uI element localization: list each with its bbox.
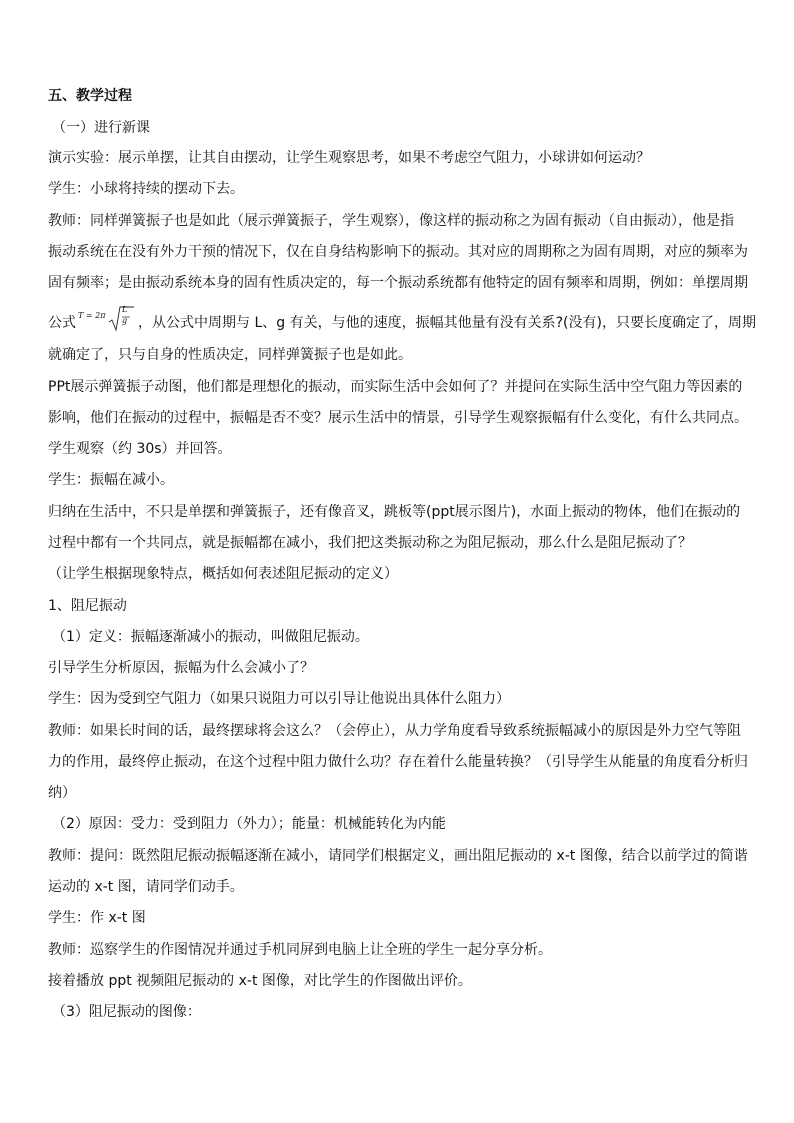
paragraph-line: （2）原因：受力：受到阻力（外力）；能量：机械能转化为内能 — [52, 816, 446, 832]
paragraph-line: 学生：因为受到空气阻力（如果只说阻力可以引导让他说出具体什么阻力） — [48, 691, 510, 707]
paragraph-line: 纳） — [48, 785, 76, 801]
pendulum-period-formula — [78, 306, 136, 340]
section-heading: 五、教学过程 — [48, 88, 132, 104]
paragraph-line: 学生观察（约 30s）并回答。 — [48, 441, 232, 457]
paragraph-line: 教师：巡察学生的作图情况并通过手机同屏到电脑上让全班的学生一起分享分析。 — [48, 942, 552, 958]
paragraph-line: 接着播放 ppt 视频阻尼振动的 x-t 图像，对比学生的作图做出评价。 — [48, 973, 472, 989]
paragraph-line: 学生：作 x-t 图 — [48, 910, 146, 926]
paragraph-line: 演示实验：展示单摆，让其自由摆动，让学生观察思考，如果不考虑空气阻力，小球讲如何运动？ — [48, 150, 650, 166]
formula-line-suffix: ，从公式中周期与 L、g 有关，与他的速度，振幅其他量有没有关系?(没有)，只要长度确定了，周期 — [138, 315, 756, 331]
formula-denominator: g — [122, 316, 128, 325]
formula-left-side: T = 2π — [78, 311, 106, 320]
paragraph-line: （3）阻尼振动的图像： — [52, 1004, 201, 1020]
paragraph-line: 就确定了，只与自身的性质决定，同样弹簧振子也是如此。 — [48, 347, 412, 363]
formula-numerator: L — [122, 305, 128, 314]
paragraph-line: 教师：同样弹簧振子也是如此（展示弹簧振子，学生观察），像这样的振动称之为固有振动（自由振动），他是指 — [48, 213, 734, 229]
paragraph-line: （1）定义：振幅逐渐减小的振动，叫做阻尼振动。 — [52, 629, 369, 645]
paragraph-line: 运动的 x-t 图，请同学们动手。 — [48, 879, 244, 895]
paragraph-line: 力的作用，最终停止振动，在这个过程中阻力做什么功？存在着什么能量转换？（引导学生从能量的角度看分析归 — [48, 754, 748, 770]
paragraph-line: 固有频率；是由振动系统本身的固有性质决定的，每一个振动系统都有他特定的固有频率和周期，例如：单摆周期 — [48, 275, 748, 291]
subsection-heading: （一）进行新课 — [52, 120, 150, 136]
paragraph-line: （让学生根据现象特点，概括如何表述阻尼振动的定义） — [48, 566, 398, 582]
paragraph-line: 归纳在生活中，不只是单摆和弹簧振子，还有像音叉，跳板等(ppt展示图片)，水面上振动的物体，他们在振动的 — [48, 504, 741, 520]
formula-line-prefix: 公式 — [48, 315, 76, 331]
paragraph-line: 引导学生分析原因，振幅为什么会减小了？ — [48, 660, 314, 676]
formula-paragraph-line — [48, 306, 756, 340]
paragraph-line: 振动系统在在没有外力干预的情况下，仅在自身结构影响下的振动。其对应的周期称之为固有周期，对应的频率为 — [48, 244, 748, 260]
paragraph-line: 影响，他们在振动的过程中，振幅是否不变？展示生活中的情景，引导学生观察振幅有什么变化，有什么共同点。 — [48, 410, 748, 426]
paragraph-line: PPt展示弹簧振子动图，他们都是理想化的振动，而实际生活中会如何了？并提问在实际生活中空气阻力等因素的 — [48, 379, 743, 395]
square-root-sign-icon — [108, 306, 134, 332]
topic-heading: 1、阻尼振动 — [48, 598, 127, 614]
paragraph-line: 学生：振幅在减小。 — [48, 472, 174, 488]
paragraph-line: 过程中都有一个共同点，就是振幅都在减小，我们把这类振动称之为阻尼振动，那么什么是阻尼振动了？ — [48, 535, 692, 551]
paragraph-line: 学生：小球将持续的摆动下去。 — [48, 181, 244, 197]
paragraph-line: 教师：提问：既然阻尼振动振幅逐渐在减小，请同学们根据定义，画出阻尼振动的 x-t 图像，结合以前学过的简谐 — [48, 848, 748, 864]
paragraph-line: 教师：如果长时间的话，最终摆球将会这么？（会停止），从力学角度看导致系统振幅减小的原因是外力空气等阻 — [48, 723, 741, 739]
